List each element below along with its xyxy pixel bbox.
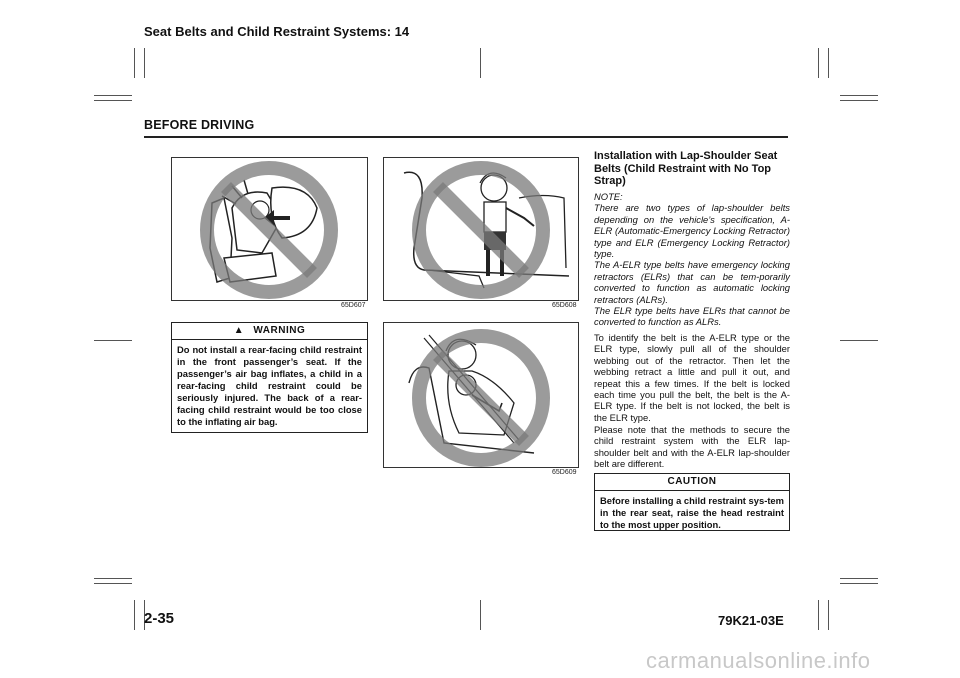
crop-mark [840,583,878,584]
figure-code: 65D609 [552,469,577,476]
crop-mark [94,583,132,584]
warning-label: WARNING [253,325,306,336]
crop-mark [94,100,132,101]
body-paragraph: To identify the belt is the A-ELR type or the ELR type, slowly pull all of the shoulder webbing out of the retractor. Then let the webbing retract a little and pull it out, and repeat this a few times. If the belt is locked each time you pull the belt, the belt is the A-ELR type. If the belt is not locked, the belt is the ELR type. [594,332,790,423]
crop-mark [818,600,819,630]
caution-box [594,473,790,531]
page-number: 2-35 [144,610,175,627]
figure-child-standing [383,157,579,301]
figure-child-on-lap [383,322,579,468]
caution-text: Before installing a child restraint sys-tem in the rear seat, raise the head restraint to the most upper position. [600,495,784,530]
crop-mark [840,340,878,341]
crop-mark [94,340,132,341]
no-rear-facing-seat-illustration [172,158,367,300]
crop-mark [840,578,878,579]
figure-code: 65D607 [341,302,366,309]
running-head: Seat Belts and Child Restraint Systems: 14 [144,24,410,39]
note-text: NOTE: There are two types of lap-shoulder belts depending on the vehicle’s specification, A-ELR (Automatic-Emergency Locking Retractor) type and ELR (Emergency Locking Retractor) type. The A-ELR type belts have emergency locking retractors (ELRs) that can be tem-porarily converted to function as automatic locking retractors (ALRs). The ELR type belts have ELRs that cannot be converted to function as ALRs. [594,191,790,328]
warning-box [171,322,368,433]
no-child-on-lap-illustration [384,323,578,467]
crop-mark [480,48,481,78]
crop-mark [144,48,145,78]
warning-header [172,323,367,340]
crop-mark [828,48,829,78]
crop-mark [134,600,135,630]
section-heading: Installation with Lap-Shoulder Seat Belts (Child Restraint with No Top Strap) [594,150,778,187]
crop-mark [480,600,481,630]
body-paragraph: Please note that the methods to secure the child restraint system with the ELR lap-shoulder belt and with the A-ELR lap-shoulder belt are different. [594,424,790,470]
document-code: 79K21-03E [718,613,784,628]
section-title: BEFORE DRIVING [144,118,255,132]
no-standing-child-illustration [384,158,578,300]
figure-airbag-rear-facing [171,157,368,301]
crop-mark [828,600,829,630]
crop-mark [840,100,878,101]
warning-text: Do not install a rear-facing child restraint in the front passenger’s seat. If the passenger’s air bag inflates, a child in a rear-facing child restraint could be seriously injured. The back of a rear-facing child restraint would be too close to the inflating air bag. [177,344,362,427]
crop-mark [134,48,135,78]
crop-mark [818,48,819,78]
figure-code: 65D608 [552,302,577,309]
crop-mark [840,95,878,96]
warning-triangle-icon: ▲ [233,325,245,336]
crop-mark [94,95,132,96]
header-rule [144,136,788,138]
crop-mark [94,578,132,579]
caution-label: CAUTION [595,474,789,491]
watermark: carmanualsonline.info [646,648,871,673]
